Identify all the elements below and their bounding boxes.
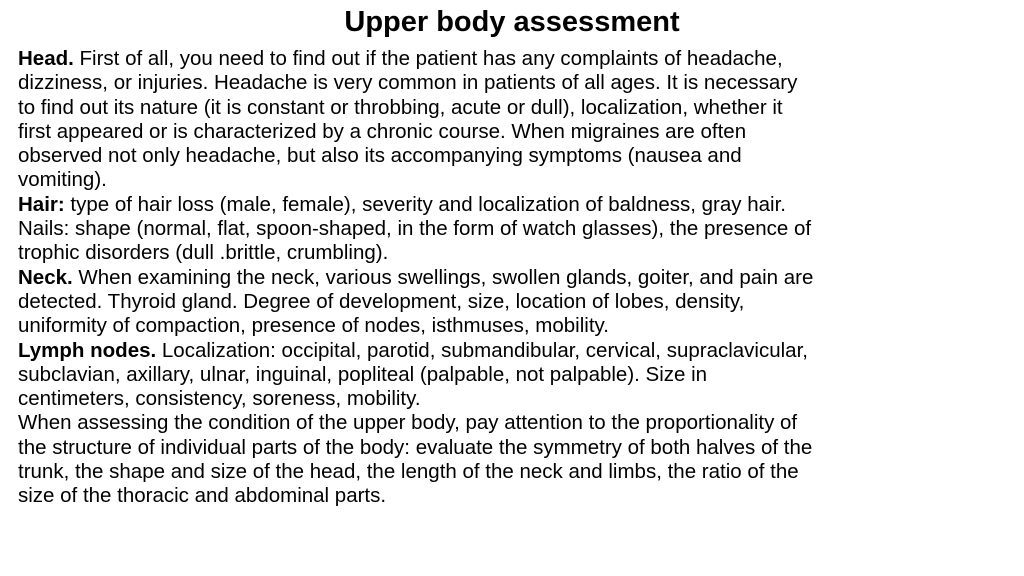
text-line [18,217,1018,241]
section-heading-lymph-nodes: Lymph nodes. [18,338,157,362]
line-text: First of all, you need to find out if the patient has any complaints of headache, [73,47,783,70]
section-heading-head: Head. [18,47,74,70]
line-text: dizziness, or injuries. Headache is very common in patients of all ages. It is necessary [18,71,798,95]
line-text: size of the thoracic and abdominal parts. [18,484,387,508]
text-line [18,363,1018,387]
line-text: When assessing the condition of the upper body, pay attention to the proportionality of [18,411,798,435]
line-text: Localization: occipital, parotid, submandibular, cervical, supraclavicular, [156,338,808,362]
line-text: to find out its nature (it is constant or throbbing, acute or dull), localization, whether it [18,95,783,119]
text-line [18,266,1018,290]
line-text: centimeters, consistency, soreness, mobility. [18,387,421,411]
line-text: detected. Thyroid gland. Degree of development, size, location of lobes, density, [18,289,745,313]
line-text: uniformity of compaction, presence of nodes, isthmuses, mobility. [18,314,609,338]
body-text [18,47,1018,509]
line-text: subclavian, axillary, ulnar, inguinal, popliteal (palpable, not palpable). Size in [18,362,708,386]
line-text: vomiting). [18,168,107,192]
text-line [18,387,1018,411]
page-title: Upper body assessment [344,6,680,38]
text-line [18,241,1018,265]
section-heading-hair: Hair: [18,192,65,216]
text-line [18,120,1018,144]
text-line [18,144,1018,168]
section-heading-neck: Neck. [18,265,73,289]
line-text: trophic disorders (dull .brittle, crumbling). [18,241,389,265]
line-text: first appeared or is characterized by a chronic course. When migraines are often [18,119,747,143]
text-line [18,193,1018,217]
line-text: trunk, the shape and size of the head, the length of the neck and limbs, the ratio of the [18,460,799,484]
text-line [18,460,1018,484]
text-line [18,314,1018,338]
text-line [18,484,1018,508]
text-line [18,290,1018,314]
line-text: When examining the neck, various swellings, swollen glands, goiter, and pain are [72,265,814,289]
line-text: type of hair loss (male, female), severity and localization of baldness, gray hair. [64,192,786,216]
line-text: Nails: shape (normal, flat, spoon-shaped, in the form of watch glasses), the presence of [18,217,812,241]
text-line [18,47,1018,71]
line-text: the structure of individual parts of the body: evaluate the symmetry of both halves of the [18,435,813,459]
text-line [18,411,1018,435]
text-line [18,96,1018,120]
text-line [18,436,1018,460]
text-line [18,168,1018,192]
line-text: observed not only headache, but also its accompanying symptoms (nausea and [18,144,742,168]
text-line [18,339,1018,363]
text-line [18,71,1018,95]
